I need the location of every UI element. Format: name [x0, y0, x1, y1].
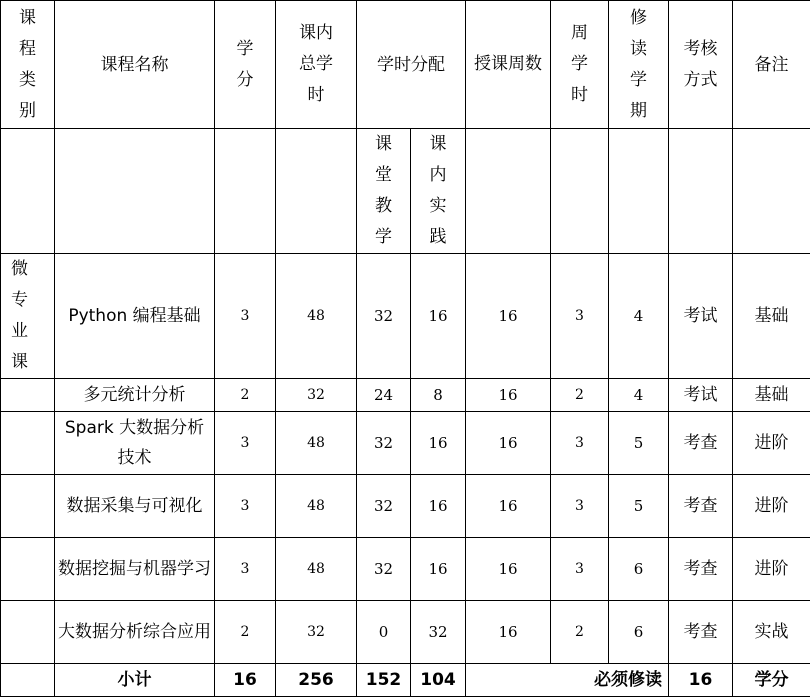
- category-cell: 微专业课: [1, 254, 55, 379]
- course-credits: 2: [215, 379, 276, 412]
- course-name: 数据采集与可视化: [55, 475, 215, 538]
- course-weeks: 16: [466, 475, 551, 538]
- header-row: [1, 1, 810, 129]
- course-practice-hours: 32: [411, 601, 466, 664]
- course-practice-hours: 16: [411, 412, 466, 475]
- course-weekly-hours: 3: [551, 538, 609, 601]
- header-category: 课程类别: [1, 1, 55, 129]
- header-credits: 学分: [215, 1, 276, 129]
- course-weeks: 16: [466, 254, 551, 379]
- course-classroom-hours: 32: [357, 412, 411, 475]
- subtotal-classroom-hours: 152: [357, 664, 411, 697]
- course-semester: 5: [609, 412, 669, 475]
- subheader-row: [1, 129, 810, 254]
- course-name: 多元统计分析: [55, 379, 215, 412]
- course-classroom-hours: 32: [357, 254, 411, 379]
- course-semester: 4: [609, 379, 669, 412]
- empty-cell: [1, 538, 55, 601]
- empty-cell: [1, 475, 55, 538]
- header-weekly-hours: 周学时: [551, 1, 609, 129]
- course-row: [1, 412, 810, 475]
- course-total-hours: 48: [276, 254, 357, 379]
- course-semester: 5: [609, 475, 669, 538]
- course-total-hours: 48: [276, 475, 357, 538]
- empty-cell: [669, 129, 733, 254]
- required-label: 必须修读: [466, 664, 669, 697]
- empty-cell: [1, 664, 55, 697]
- course-weekly-hours: 3: [551, 254, 609, 379]
- empty-cell: [1, 129, 55, 254]
- course-weeks: 16: [466, 601, 551, 664]
- course-remark: 基础: [733, 379, 810, 412]
- course-assessment: 考试: [669, 254, 733, 379]
- subtotal-row: [1, 664, 810, 697]
- course-assessment: 考查: [669, 475, 733, 538]
- empty-cell: [1, 412, 55, 475]
- course-remark: 基础: [733, 254, 810, 379]
- course-name: Python 编程基础: [55, 254, 215, 379]
- course-remark: 实战: [733, 601, 810, 664]
- course-total-hours: 48: [276, 412, 357, 475]
- course-practice-hours: 8: [411, 379, 466, 412]
- course-credits: 2: [215, 601, 276, 664]
- course-semester: 4: [609, 254, 669, 379]
- course-practice-hours: 16: [411, 254, 466, 379]
- course-semester: 6: [609, 601, 669, 664]
- course-total-hours: 32: [276, 601, 357, 664]
- course-classroom-hours: 32: [357, 475, 411, 538]
- header-hours-distribution: 学时分配: [357, 1, 466, 129]
- course-weekly-hours: 2: [551, 379, 609, 412]
- header-remarks: 备注: [733, 1, 810, 129]
- course-assessment: 考查: [669, 538, 733, 601]
- course-weekly-hours: 2: [551, 601, 609, 664]
- course-assessment: 考试: [669, 379, 733, 412]
- subtotal-label: 小计: [55, 664, 215, 697]
- course-semester: 6: [609, 538, 669, 601]
- course-weeks: 16: [466, 412, 551, 475]
- empty-cell: [1, 379, 55, 412]
- empty-cell: [276, 129, 357, 254]
- course-row: [1, 538, 810, 601]
- empty-cell: [551, 129, 609, 254]
- course-row: [1, 379, 810, 412]
- course-name: Spark 大数据分析技术: [55, 412, 215, 475]
- course-total-hours: 48: [276, 538, 357, 601]
- course-practice-hours: 16: [411, 475, 466, 538]
- header-course-name: 课程名称: [55, 1, 215, 129]
- header-semester: 修读学期: [609, 1, 669, 129]
- course-credits: 3: [215, 475, 276, 538]
- empty-cell: [55, 129, 215, 254]
- subtotal-total-hours: 256: [276, 664, 357, 697]
- course-total-hours: 32: [276, 379, 357, 412]
- course-classroom-hours: 32: [357, 538, 411, 601]
- course-row: [1, 601, 810, 664]
- empty-cell: [1, 601, 55, 664]
- header-classroom-teaching: 课堂教学: [357, 129, 411, 254]
- course-practice-hours: 16: [411, 538, 466, 601]
- course-assessment: 考查: [669, 412, 733, 475]
- course-classroom-hours: 0: [357, 601, 411, 664]
- empty-cell: [733, 129, 810, 254]
- subtotal-credits: 16: [215, 664, 276, 697]
- course-name: 大数据分析综合应用: [55, 601, 215, 664]
- required-credits: 16: [669, 664, 733, 697]
- course-credits: 3: [215, 254, 276, 379]
- course-weeks: 16: [466, 538, 551, 601]
- empty-cell: [215, 129, 276, 254]
- course-name: 数据挖掘与机器学习: [55, 538, 215, 601]
- course-classroom-hours: 24: [357, 379, 411, 412]
- subtotal-practice-hours: 104: [411, 664, 466, 697]
- course-assessment: 考查: [669, 601, 733, 664]
- empty-cell: [466, 129, 551, 254]
- header-in-class-practice: 课内实践: [411, 129, 466, 254]
- course-remark: 进阶: [733, 538, 810, 601]
- course-credits: 3: [215, 412, 276, 475]
- course-weekly-hours: 3: [551, 412, 609, 475]
- header-teaching-weeks: 授课周数: [466, 1, 551, 129]
- course-row: [1, 475, 810, 538]
- course-row: [1, 254, 810, 379]
- course-weekly-hours: 3: [551, 475, 609, 538]
- header-total-hours: 课内总学时: [276, 1, 357, 129]
- course-remark: 进阶: [733, 412, 810, 475]
- header-assessment: 考核方式: [669, 1, 733, 129]
- credit-unit: 学分: [733, 664, 810, 697]
- course-weeks: 16: [466, 379, 551, 412]
- course-remark: 进阶: [733, 475, 810, 538]
- course-credits: 3: [215, 538, 276, 601]
- empty-cell: [609, 129, 669, 254]
